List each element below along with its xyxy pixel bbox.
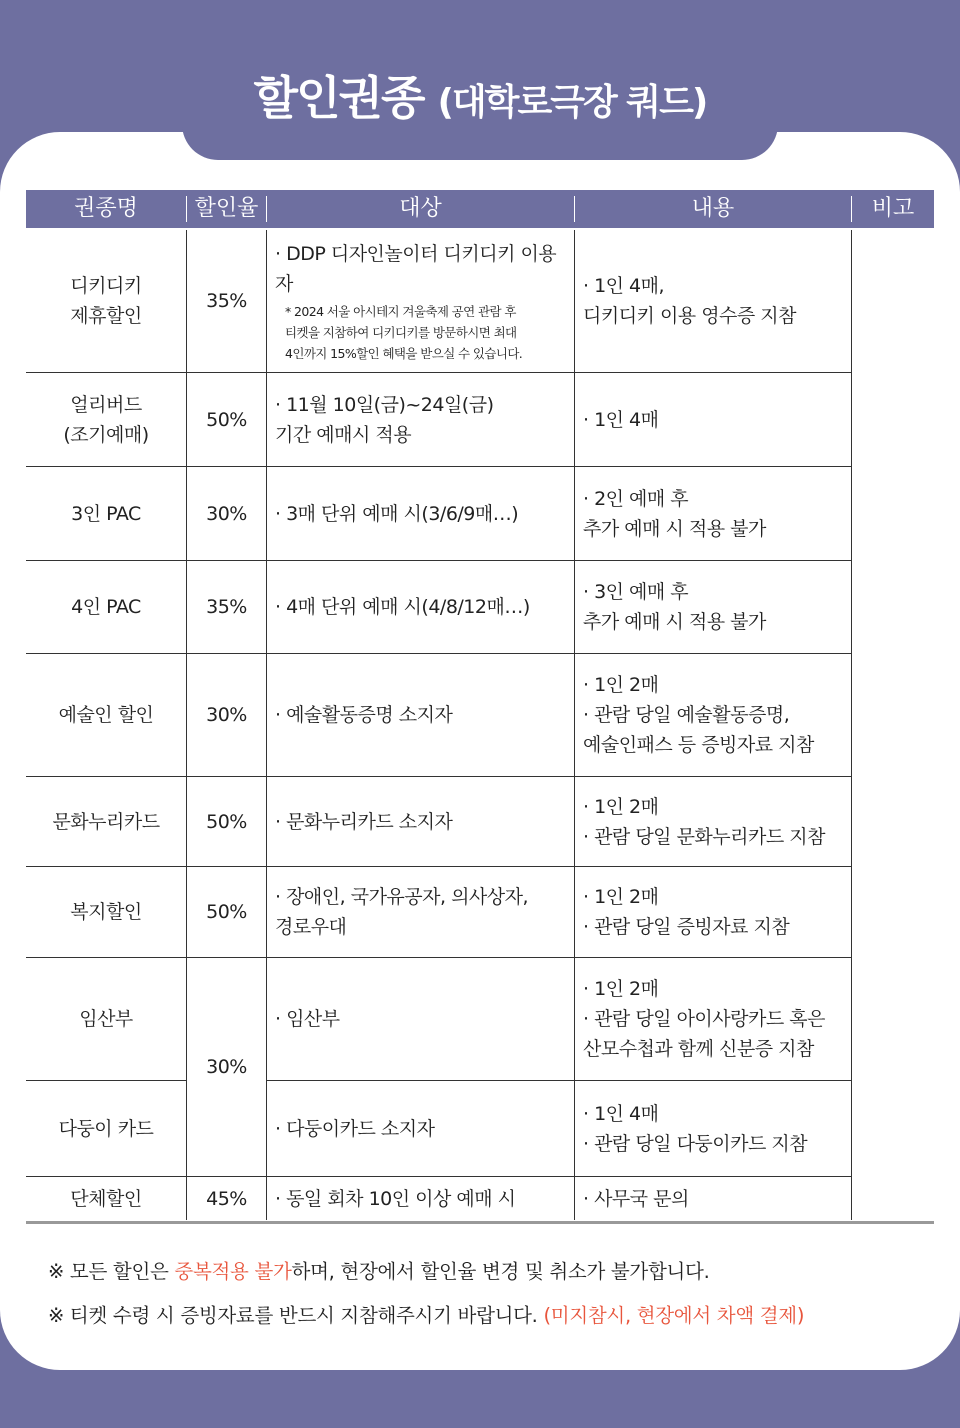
row-content: · 사무국 문의 [583, 1188, 689, 1210]
row-content: · 1인 2매 · 관람 당일 아이사랑카드 혹은 산모수첩과 함께 신분증 지참 [583, 978, 825, 1060]
row-name: 문화누리카드 [52, 810, 160, 833]
grid-line [851, 230, 852, 1220]
row-name: 복지할인 [70, 901, 142, 923]
row-rate: 30% [206, 502, 247, 525]
header-note: 비고 [871, 196, 915, 221]
row-name: 단체할인 [70, 1188, 142, 1210]
row-name: 3인 PAC [71, 502, 141, 525]
footer-text: ※ 모든 할인은 [48, 1260, 175, 1283]
footer-highlight: 중복적용 불가 [174, 1260, 292, 1283]
row-name: 예술인 할인 [58, 704, 154, 726]
row-content: · 2인 예매 후 추가 예매 시 적용 불가 [583, 487, 766, 540]
row-content: · 1인 4매, 디키디키 이용 영수증 지참 [583, 275, 797, 327]
row-rate: 45% [206, 1188, 247, 1210]
page-title [182, 62, 778, 128]
row-target: · 4매 단위 예매 시(4/8/12매…) [275, 596, 530, 618]
row-name: 다둥이 카드 [58, 1117, 154, 1140]
table-header [26, 190, 934, 228]
row-target: · 3매 단위 예매 시(3/6/9매…) [275, 502, 519, 525]
header-target: 대상 [399, 196, 442, 221]
row-target: · 11월 10일(금)~24일(금) 기간 예매시 적용 [275, 393, 494, 446]
row-target: · 문화누리카드 소지자 [275, 810, 453, 833]
title-sub: (대학로극장 쿼드) [437, 82, 707, 123]
header-rate: 할인율 [194, 196, 259, 221]
row-content: · 1인 2매 · 관람 당일 예술활동증명, 예술인패스 등 증빙자료 지참 [583, 674, 814, 756]
row-name: 4인 PAC [71, 596, 141, 618]
target-note: * 2024 서울 아시테지 겨울축제 공연 관람 후 티켓을 지참하여 디키디키를 방문하시면 최대 4인까지 15%할인 혜택을 받으실 수 있습니다. [285, 303, 523, 361]
row-content: · 1인 4매 · 관람 당일 다둥이카드 지참 [583, 1102, 808, 1155]
row-rate: 30% [206, 704, 247, 726]
row-target: · 장애인, 국가유공자, 의사상자, 경로우대 [275, 886, 529, 938]
footer-text: 하며, 현장에서 할인율 변경 및 취소가 불가합니다. [291, 1260, 710, 1283]
row-content: · 3인 예매 후 추가 예매 시 적용 불가 [583, 581, 766, 633]
header-name: 권종명 [74, 196, 138, 221]
footer-highlight: (미지참시, 현장에서 차액 결제) [543, 1304, 805, 1327]
row-content: · 1인 2매 · 관람 당일 증빙자료 지참 [583, 886, 790, 938]
header-content: 내용 [691, 196, 735, 221]
row-target: · 임산부 [275, 1008, 340, 1030]
row-rate: 50% [206, 810, 247, 833]
footer-notice-1 [48, 1256, 709, 1284]
row-rate: 30% [206, 1056, 247, 1078]
row-name: 임산부 [79, 1008, 133, 1030]
row-rate: 35% [206, 290, 247, 312]
row-target: · 동일 회차 10인 이상 예매 시 [275, 1188, 516, 1210]
title-main: 할인권종 [253, 71, 424, 125]
row-target: · 예술활동증명 소지자 [275, 704, 453, 726]
row-target: · 다둥이카드 소지자 [275, 1117, 435, 1140]
row-rate: 35% [206, 596, 247, 618]
row-content: · 1인 4매 [583, 408, 659, 431]
footer-text: ※ 티켓 수령 시 증빙자료를 반드시 지참해주시기 바랍니다. [48, 1304, 544, 1327]
row-rate: 50% [206, 901, 247, 923]
row-content: · 1인 2매 · 관람 당일 문화누리카드 지참 [583, 795, 825, 848]
row-rate: 50% [206, 408, 247, 431]
footer-notice-2 [48, 1300, 804, 1328]
row-name: 디키디키 제휴할인 [70, 275, 142, 327]
row-target [267, 230, 574, 372]
table-bottom-line [26, 1221, 934, 1224]
target-text: · DDP 디자인놀이터 디키디키 이용자 [275, 242, 557, 295]
row-name: 얼리버드 (조기예매) [63, 393, 149, 446]
